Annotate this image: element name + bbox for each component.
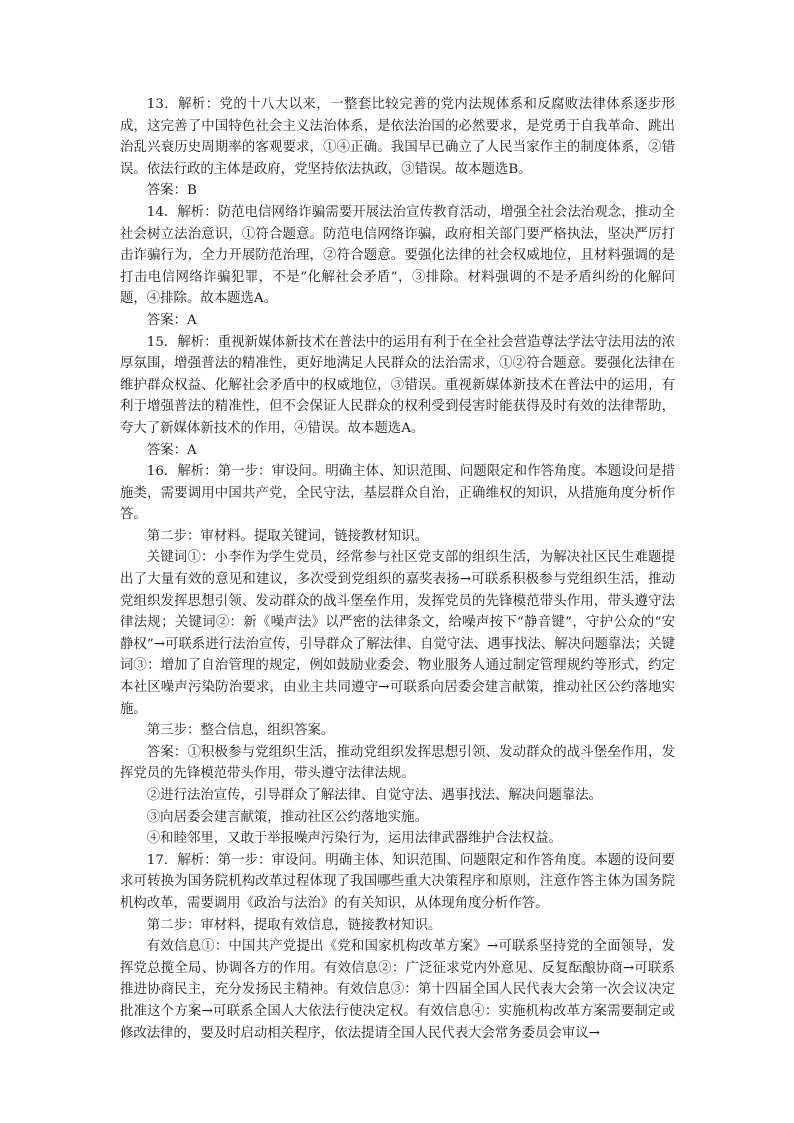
- paragraph-q13-answer: 答案：B: [146, 183, 197, 199]
- paragraph-q16-answer-4: ④和睦邻里，又敢于举报噪声污染行为，运用法律武器维护合法权益。: [146, 831, 562, 847]
- paragraph-q17-info: 有效信息①：中国共产党提出《党和国家机构改革方案》→可联系坚持党的全面领导，发挥党总揽全局、协调各方的作用。有效信息②：广泛征求党内外意见、反复酝酿协商→可联系推进协商民主，充分发扬民主精神。有效信息③：第十四届全国人民代表大会第一次会议决定批准这个方案→可联系全国人大依法行使决定权。有效信息④：实施机构改革方案需要制定或修改法律的，要及时启动相关程序，依法提请全国人民代表大会常务委员会审议→: [120, 939, 675, 1041]
- paragraph-q16-answer-3: ③向居委会建言献策，推动社区公约落地实施。: [146, 809, 428, 825]
- paragraph-q15-analysis: 15．解析：重视新媒体新技术在普法中的运用有利于在全社会营造尊法学法守法用法的浓厚氛围，增强普法的精准性，更好地满足人民群众的法治需求，①②符合题意。要强化法律在维护群众权益、化解社会矛盾中的权威地位，③错误。重视新媒体新技术在普法中的运用，有利于增强普法的精准性，但不会保证人民群众的权利受到侵害时能获得及时有效的法律帮助，夸大了新媒体新技术的作用，④错误。故本题选A。: [120, 334, 675, 436]
- paragraph-q14-analysis: 14．解析：防范电信网络诈骗需要开展法治宣传教育活动，增强全社会法治观念，推动全社会树立法治意识，①符合题意。防范电信网络诈骗，政府相关部门要严格执法，坚决严厉打击诈骗行为，全力开展防范治理，②符合题意。要强化法律的社会权威地位，且材料强调的是打击电信网络诈骗犯罪，不是“化解社会矛盾”，③排除。材料强调的不是矛盾纠纷的化解问题，④排除。故本题选A。: [120, 204, 675, 307]
- answer-text-block: [120, 94, 675, 1044]
- paragraph-q16-step2: 第二步：审材料。提取关键词，链接教材知识。: [146, 528, 428, 544]
- paragraph-q17-step1: 17．解析：第一步：审设问。明确主体、知识范围、问题限定和作答角度。本题的设问要求可转换为国务院机构改革过程体现了我国哪些重大决策程序和原则，注意作答主体为国务院机构改革，需要调用《政治与法治》的有关知识，从体现角度分析作答。: [120, 852, 675, 911]
- paragraph-q16-answer-2: ②进行法治宣传，引导群众了解法律、自觉守法、遇事找法、解决问题靠法。: [146, 788, 603, 803]
- paragraph-q17-step2: 第二步：审材料，提取有效信息，链接教材知识。: [146, 917, 442, 933]
- paragraph-q16-answer-1: 答案：①积极参与党组织生活，推动党组织发挥思想引领、发动群众的战斗堡垒作用，发挥党员的先锋模范带头作用，带头遵守法律法规。: [120, 744, 675, 782]
- paragraph-q15-answer: 答案：A: [146, 442, 197, 458]
- paragraph-q14-answer: 答案：A: [146, 312, 197, 328]
- paragraph-q16-step3: 第三步：整合信息，组织答案。: [146, 723, 335, 739]
- paragraph-q13-analysis: 13．解析：党的十八大以来，一整套比较完善的党内法规体系和反腐败法律体系逐步形成，这完善了中国特色社会主义法治体系，是依法治国的必然要求，是党勇于自我革命、跳出治乱兴衰历史周期率的客观要求，①④正确。我国早已确立了人民当家作主的制度体系，②错误。依法行政的主体是政府，党坚持依法执政，③错误。故本题选B。: [120, 97, 675, 177]
- paragraph-q16-keywords: 关键词①：小李作为学生党员，经常参与社区党支部的组织生活，为解决社区民生难题提出了大量有效的意见和建议，多次受到党组织的嘉奖表扬→可联系积极参与党组织生活，推动党组织发挥思想引领、发动群众的战斗堡垒作用，发挥党员的先锋模范带头作用，带头遵守法律法规；关键词②：新《噪声法》以严密的法律条文，给噪声按下“静音键”，守护公众的“安静权”→可联系进行法治宣传，引导群众了解法律、自觉守法、遇事找法、解决问题靠法；关键词③：增加了自治管理的规定，例如鼓励业委会、物业服务人通过制定管理规约等形式，约定本社区噪声污染防治要求，由业主共同遵守→可联系向居委会建言献策，推动社区公约落地实施。: [120, 550, 675, 717]
- paragraph-q16-step1: 16．解析：第一步：审设问。明确主体、知识范围、问题限定和作答角度。本题设问是措施类，需要调用中国共产党，全民守法，基层群众自治，正确维权的知识，从措施角度分析作答。: [120, 464, 675, 523]
